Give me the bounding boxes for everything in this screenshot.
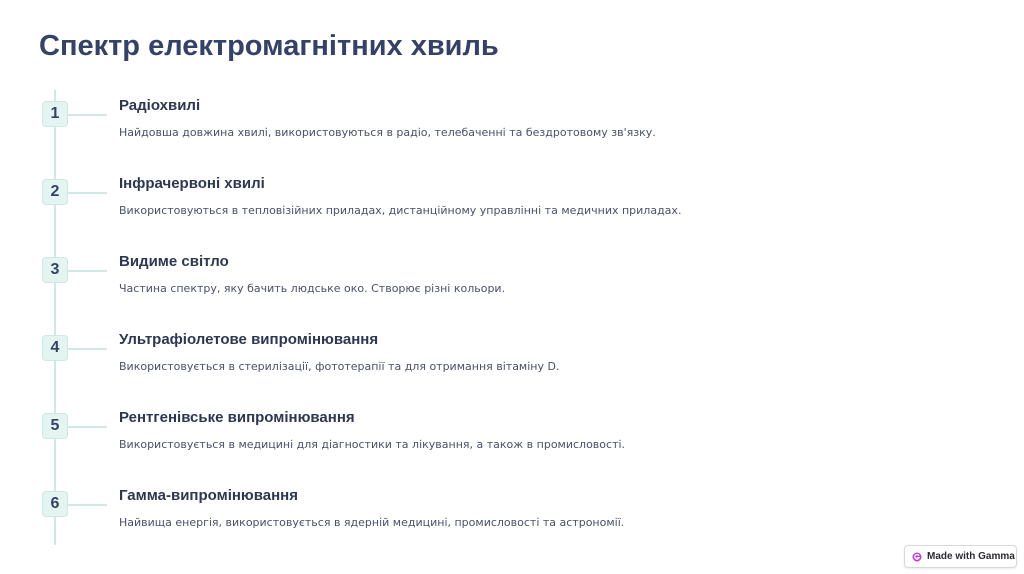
step-connector-line	[68, 114, 107, 116]
step-heading: Інфрачервоні хвилі	[119, 175, 265, 192]
step-number: 5	[42, 413, 68, 439]
step-connector-line	[68, 348, 107, 350]
timeline-step-xray	[0, 409, 1024, 473]
step-connector-line	[68, 504, 107, 506]
step-heading: Ультрафіолетове випромінювання	[119, 331, 379, 348]
timeline-step-infrared	[0, 175, 1024, 239]
timeline-step-visible-light	[0, 253, 1024, 317]
made-with-gamma-badge[interactable]	[904, 545, 1017, 568]
badge-label: Made with Gamma	[927, 551, 1015, 562]
step-heading: Рентгенівське випромінювання	[119, 409, 355, 426]
gamma-logo-icon	[912, 552, 922, 562]
step-description: Використовуються в тепловізійних приладах, дистанційному управлінні та медичних приладах.	[119, 204, 682, 217]
step-number: 4	[42, 335, 68, 361]
timeline-step-gamma	[0, 487, 1024, 551]
timeline-step-ultraviolet	[0, 331, 1024, 395]
step-description: Використовується в стерилізації, фототерапії та для отримання вітаміну D.	[119, 360, 560, 373]
timeline-step-radio	[0, 97, 1024, 161]
step-connector-line	[68, 192, 107, 194]
step-description: Частина спектру, яку бачить людське око. Створює різні кольори.	[119, 282, 506, 295]
step-number: 3	[42, 257, 68, 283]
step-connector-line	[68, 270, 107, 272]
step-description: Найдовша довжина хвилі, використовуються в радіо, телебаченні та бездротовому зв'язку.	[119, 126, 656, 139]
step-heading: Видиме світло	[119, 253, 229, 270]
step-connector-line	[68, 426, 107, 428]
step-description: Найвища енергія, використовується в ядерній медицині, промисловості та астрономії.	[119, 516, 625, 529]
step-number: 1	[42, 101, 68, 127]
step-number: 6	[42, 491, 68, 517]
page-title: Спектр електромагнітних хвиль	[39, 30, 499, 62]
step-heading: Радіохвилі	[119, 97, 201, 114]
step-description: Використовується в медицині для діагностики та лікування, а також в промисловості.	[119, 438, 626, 451]
step-number: 2	[42, 179, 68, 205]
step-heading: Гамма-випромінювання	[119, 487, 298, 504]
